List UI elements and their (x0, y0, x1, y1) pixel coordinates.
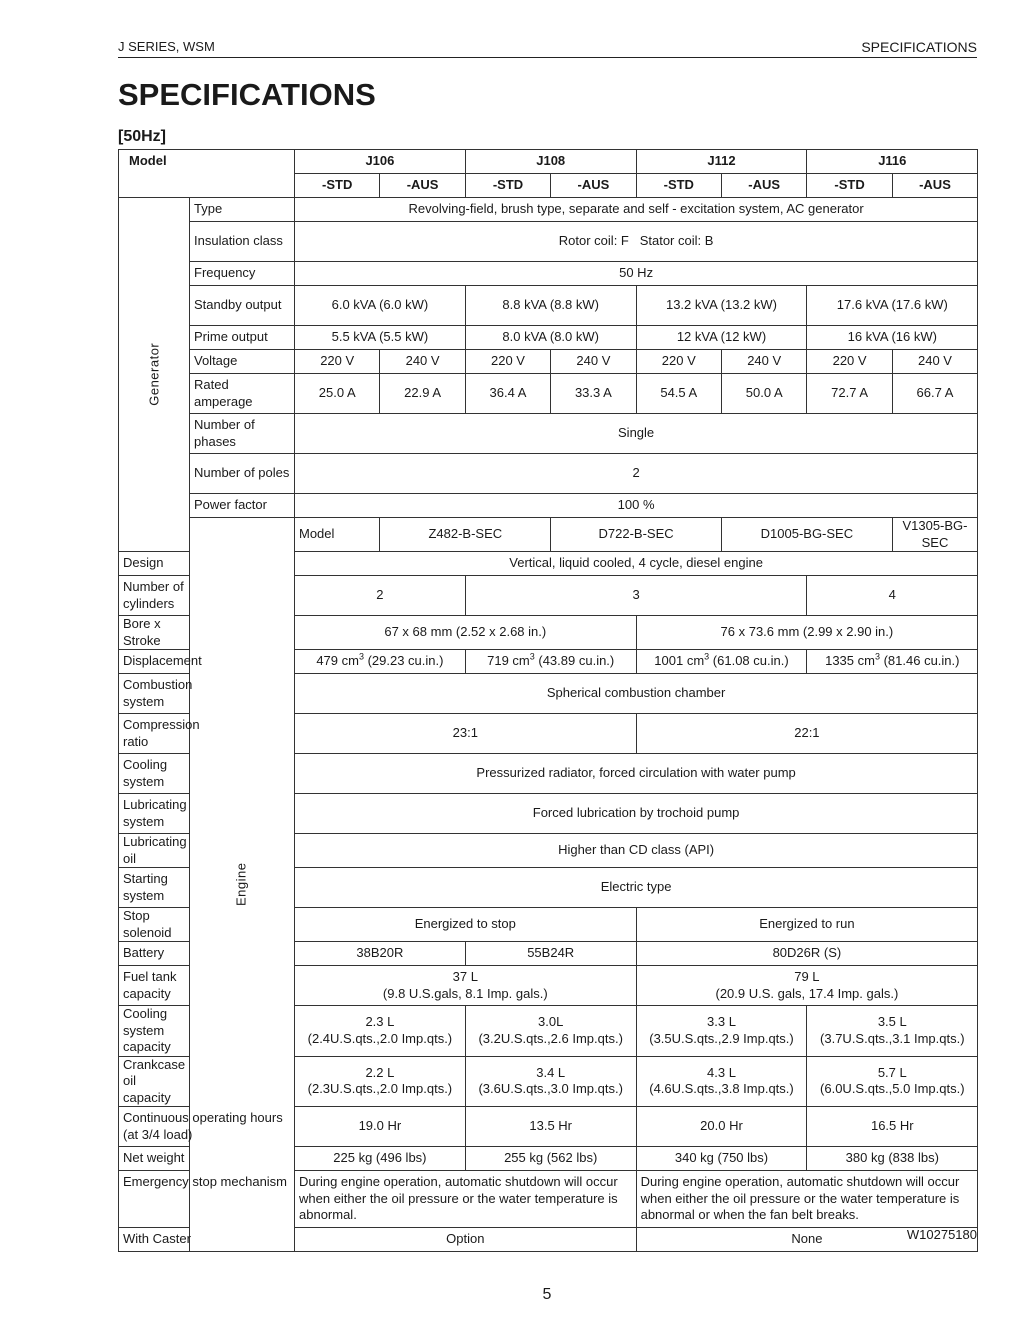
table-row (119, 374, 978, 414)
table-row (119, 494, 978, 518)
table-row (119, 326, 978, 350)
cell-value: 3.4 L (3.6U.S.qts.,3.0 Imp.qts.) (465, 1056, 636, 1107)
row-label: Number of phases (190, 414, 295, 454)
cell-value: Forced lubrication by trochoid pump (295, 794, 978, 834)
variant-header: -AUS (892, 174, 977, 198)
table-row (119, 286, 978, 326)
table-row (119, 454, 978, 494)
variant-header: -STD (636, 174, 721, 198)
cell-value: 66.7 A (892, 374, 977, 414)
cell-value: 36.4 A (465, 374, 550, 414)
cell-value: 16.5 Hr (807, 1107, 978, 1147)
row-label: Fuel tank capacity (119, 966, 190, 1006)
row-label: With Caster (119, 1228, 295, 1252)
page-number: 5 (542, 1286, 552, 1303)
cell-value: 220 V (295, 350, 380, 374)
cell-value: 25.0 A (295, 374, 380, 414)
cell-value: 719 $cm^3$ (43.89 cu.in.) (465, 650, 636, 674)
row-label: Number of poles (190, 454, 295, 494)
row-label: Emergency stop mechanism (119, 1171, 295, 1228)
cell-value: 55B24R (465, 942, 636, 966)
model-j112: J112 (636, 150, 807, 174)
cell-value: 6.0 kVA (6.0 kW) (295, 286, 466, 326)
variant-header: -STD (295, 174, 380, 198)
row-label: Number of cylinders (119, 576, 190, 616)
engine-category: Engine (190, 518, 295, 1252)
cell-value: 2.3 L (2.4U.S.qts.,2.0 Imp.qts.) (295, 1006, 466, 1057)
cell-value: Energized to stop (295, 908, 637, 942)
row-label: Stop solenoid (119, 908, 190, 942)
page-header (118, 38, 977, 58)
row-label: Cooling system capacity (119, 1006, 190, 1057)
cell-value: 67 x 68 mm (2.52 x 2.68 in.) (295, 616, 637, 650)
table-row (119, 1147, 978, 1171)
cell-value: 479 $cm^3$ (29.23 cu.in.) (295, 650, 466, 674)
cell-value: None (636, 1228, 978, 1252)
cell-value: Higher than CD class (API) (295, 834, 978, 868)
cell-value: 5.5 kVA (5.5 kW) (295, 326, 466, 350)
cell-value: 54.5 A (636, 374, 721, 414)
cell-value: Electric type (295, 868, 978, 908)
cell-value: D722-B-SEC (551, 518, 722, 552)
row-label: Standby output (190, 286, 295, 326)
header-series: J SERIES, WSM (118, 39, 215, 54)
cell-value: 240 V (551, 350, 636, 374)
cell-value: 37 L (9.8 U.S.gals, 8.1 Imp. gals.) (295, 966, 637, 1006)
cell-value: 12 kVA (12 kW) (636, 326, 807, 350)
cell-value: 3.0L (3.2U.S.qts.,2.6 Imp.qts.) (465, 1006, 636, 1057)
cell-value: 22:1 (636, 714, 978, 754)
cell-value: Energized to run (636, 908, 978, 942)
model-j116: J116 (807, 150, 978, 174)
cell-value: 80D26R (S) (636, 942, 978, 966)
table-row (119, 414, 978, 454)
cell-value: V1305-BG-SEC (892, 518, 977, 552)
row-label: Cooling system (119, 754, 190, 794)
cell-value: 220 V (636, 350, 721, 374)
cell-value: 1335 $cm^3$ (81.46 cu.in.) (807, 650, 978, 674)
cell-value: Pressurized radiator, forced circulation with water pump (295, 754, 978, 794)
page-title: SPECIFICATIONS (118, 77, 376, 112)
variant-header: -AUS (551, 174, 636, 198)
cell-value: 13.5 Hr (465, 1107, 636, 1147)
cell-value: 2 (295, 576, 466, 616)
cell-value: 240 V (721, 350, 806, 374)
row-label: Prime output (190, 326, 295, 350)
row-label: Bore x Stroke (119, 616, 190, 650)
table-row (119, 1107, 978, 1147)
table-row (119, 518, 978, 552)
cell-value: 225 kg (496 lbs) (295, 1147, 466, 1171)
cell-value: Spherical combustion chamber (295, 674, 978, 714)
cell-value: 3 (465, 576, 807, 616)
row-label: Combustion system (119, 674, 190, 714)
cell-value: 4 (807, 576, 978, 616)
cell-value: 2.2 L (2.3U.S.qts.,2.0 Imp.qts.) (295, 1056, 466, 1107)
cell-value: 3.5 L (3.7U.S.qts.,3.1 Imp.qts.) (807, 1006, 978, 1057)
cell-value: 220 V (807, 350, 892, 374)
row-label: Lubricating oil (119, 834, 190, 868)
row-label: Frequency (190, 262, 295, 286)
cell-value: Vertical, liquid cooled, 4 cycle, diesel engine (295, 552, 978, 576)
cell-value: Revolving-field, brush type, separate and self - excitation system, AC generator (295, 198, 978, 222)
header-section: SPECIFICATIONS (861, 39, 977, 55)
cell-value: 220 V (465, 350, 550, 374)
cell-value: 79 L (20.9 U.S. gals, 17.4 Imp. gals.) (636, 966, 978, 1006)
cell-value: 240 V (892, 350, 977, 374)
model-j108: J108 (465, 150, 636, 174)
cell-value: 50 Hz (295, 262, 978, 286)
row-label: Battery (119, 942, 190, 966)
row-label: Design (119, 552, 190, 576)
row-label: Lubricating system (119, 794, 190, 834)
cell-value: 22.9 A (380, 374, 465, 414)
cell-value: 17.6 kVA (17.6 kW) (807, 286, 978, 326)
document-code: W10275180 (906, 1227, 977, 1242)
row-label: Net weight (119, 1147, 295, 1171)
row-label: Crankcase oil capacity (119, 1056, 190, 1107)
row-label: Model (295, 518, 380, 552)
table-row (119, 1171, 978, 1228)
table-row (119, 262, 978, 286)
cell-value: 255 kg (562 lbs) (465, 1147, 636, 1171)
table-row (119, 1228, 978, 1252)
cell-value: Rotor coil: F Stator coil: B (295, 222, 978, 262)
model-header-row (119, 150, 978, 174)
cell-value: Option (295, 1228, 637, 1252)
variant-header: -AUS (721, 174, 806, 198)
cell-value: 240 V (380, 350, 465, 374)
cell-value: D1005-BG-SEC (721, 518, 892, 552)
variant-header: -AUS (380, 174, 465, 198)
row-label: Continuous operating hours (at 3/4 load) (119, 1107, 295, 1147)
cell-value: 1001 $cm^3$ (61.08 cu.in.) (636, 650, 807, 674)
row-label: Voltage (190, 350, 295, 374)
cell-value: During engine operation, automatic shutdown will occur when either the oil pressure or the water temperature is abnormal. (295, 1171, 637, 1228)
table-row (119, 198, 978, 222)
row-label: Insulation class (190, 222, 295, 262)
cell-value: 33.3 A (551, 374, 636, 414)
cell-value: 38B20R (295, 942, 466, 966)
row-label: Compression ratio (119, 714, 190, 754)
cell-value: 76 x 73.6 mm (2.99 x 2.90 in.) (636, 616, 978, 650)
table-row (119, 350, 978, 374)
cell-value: Single (295, 414, 978, 454)
cell-value: 23:1 (295, 714, 637, 754)
cell-value: 50.0 A (721, 374, 806, 414)
model-j106: J106 (295, 150, 466, 174)
cell-value: 19.0 Hr (295, 1107, 466, 1147)
cell-value: Z482-B-SEC (380, 518, 551, 552)
cell-value: 4.3 L (4.6U.S.qts.,3.8 Imp.qts.) (636, 1056, 807, 1107)
cell-value: 13.2 kVA (13.2 kW) (636, 286, 807, 326)
row-label: Displacement (119, 650, 190, 674)
specifications-table (118, 149, 978, 1252)
cell-value: 8.8 kVA (8.8 kW) (465, 286, 636, 326)
cell-value: 3.3 L (3.5U.S.qts.,2.9 Imp.qts.) (636, 1006, 807, 1057)
cell-value: 100 % (295, 494, 978, 518)
cell-value: 16 kVA (16 kW) (807, 326, 978, 350)
cell-value: 380 kg (838 lbs) (807, 1147, 978, 1171)
row-label: Type (190, 198, 295, 222)
row-label: Starting system (119, 868, 190, 908)
table-row (119, 222, 978, 262)
row-label: Power factor (190, 494, 295, 518)
model-header: Model (119, 150, 295, 198)
generator-category: Generator (119, 198, 190, 552)
cell-value: 20.0 Hr (636, 1107, 807, 1147)
row-label: Rated amperage (190, 374, 295, 414)
cell-value: During engine operation, automatic shutdown will occur when either the oil pressure or the water temperature is abnormal or when the fan belt breaks. (636, 1171, 978, 1228)
variant-header: -STD (807, 174, 892, 198)
cell-value: 72.7 A (807, 374, 892, 414)
variant-header: -STD (465, 174, 550, 198)
cell-value: 8.0 kVA (8.0 kW) (465, 326, 636, 350)
cell-value: 2 (295, 454, 978, 494)
frequency-label: [50Hz] (118, 128, 167, 145)
cell-value: 5.7 L (6.0U.S.qts.,5.0 Imp.qts.) (807, 1056, 978, 1107)
cell-value: 340 kg (750 lbs) (636, 1147, 807, 1171)
